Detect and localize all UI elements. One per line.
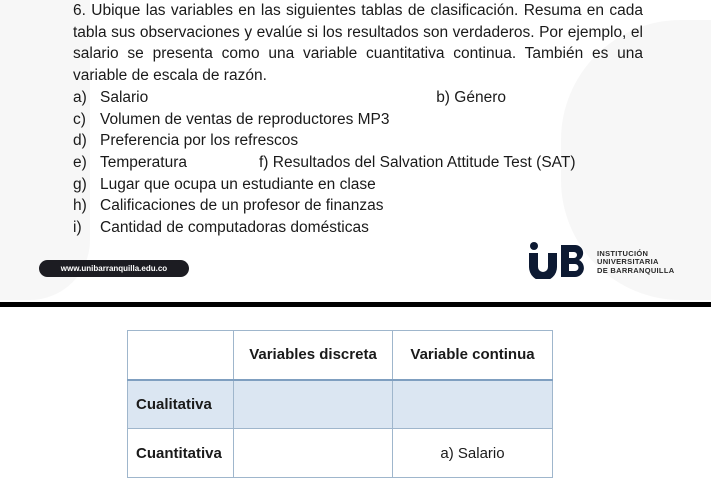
option-letter: e) [73, 153, 87, 171]
option-text: Resultados del Salvation Attitude Test (SAT) [272, 153, 576, 171]
table-cell[interactable] [234, 380, 393, 429]
table-header-cell: Variable continua [393, 331, 553, 380]
option-letter: c) [73, 110, 86, 128]
logo-wordmark [597, 250, 674, 275]
options-row-d [73, 130, 643, 152]
classification-table [127, 330, 553, 478]
ub-logo-icon [527, 241, 593, 279]
options-row-h [73, 195, 643, 217]
option-f [259, 152, 575, 174]
logo-line: DE BARRANQUILLA [597, 265, 675, 275]
table-cell[interactable]: a) Salario [393, 429, 553, 478]
options-row-c [73, 109, 643, 131]
option-letter: f) [259, 153, 269, 171]
options-row-ef [73, 152, 643, 174]
option-text: Volumen de ventas de reproductores MP3 [100, 110, 390, 128]
table-header-row [128, 331, 553, 380]
option-letter: g) [73, 175, 87, 193]
options-row-g [73, 174, 643, 196]
option-text: Cantidad de computadoras domésticas [100, 219, 369, 237]
option-text: Salario [100, 88, 149, 106]
options-row-i [73, 217, 643, 239]
section-divider [0, 302, 711, 307]
option-b [436, 87, 506, 109]
option-letter: a) [73, 88, 87, 106]
row-label-cell: Cualitativa [128, 380, 234, 429]
option-g [73, 174, 376, 196]
table-cell[interactable] [393, 380, 553, 429]
option-letter: b) [436, 88, 450, 106]
options-row-ab [73, 87, 643, 109]
option-letter: i) [73, 219, 82, 237]
option-e [73, 152, 259, 174]
option-c [73, 109, 390, 131]
option-i [73, 217, 369, 239]
table-cell[interactable] [234, 429, 393, 478]
logo-line: INSTITUCIÓN [597, 249, 649, 258]
question-intro: 6. Ubique las variables en las siguientes tablas de clasificación. Resuma en cada tabla sus observaciones y evalúe si los resultados son verdaderos. Por ejemplo, el salario se presenta como una variable cuantitativa continua. También es una variable de escala de razón. [73, 2, 643, 85]
option-h [73, 195, 383, 217]
row-label-cell: Cuantitativa [128, 429, 234, 478]
option-a [73, 87, 148, 109]
option-text: Preferencia por los refrescos [100, 132, 299, 150]
option-text: Calificaciones de un profesor de finanzas [100, 197, 384, 215]
option-text: Temperatura [100, 153, 188, 171]
website-url[interactable]: www.unibarranquilla.edu.co [39, 260, 189, 277]
university-logo [527, 241, 687, 279]
table-row [128, 380, 553, 429]
option-d [73, 130, 298, 152]
option-text: Género [454, 88, 506, 106]
question-block [73, 0, 643, 239]
logo-line: UNIVERSITARIA [597, 257, 659, 267]
option-letter: d) [73, 132, 87, 150]
table-header-cell [128, 331, 234, 380]
option-letter: h) [73, 197, 87, 215]
table-header-cell: Variables discreta [234, 331, 393, 380]
option-text: Lugar que ocupa un estudiante en clase [100, 175, 376, 193]
table-row [128, 429, 553, 478]
